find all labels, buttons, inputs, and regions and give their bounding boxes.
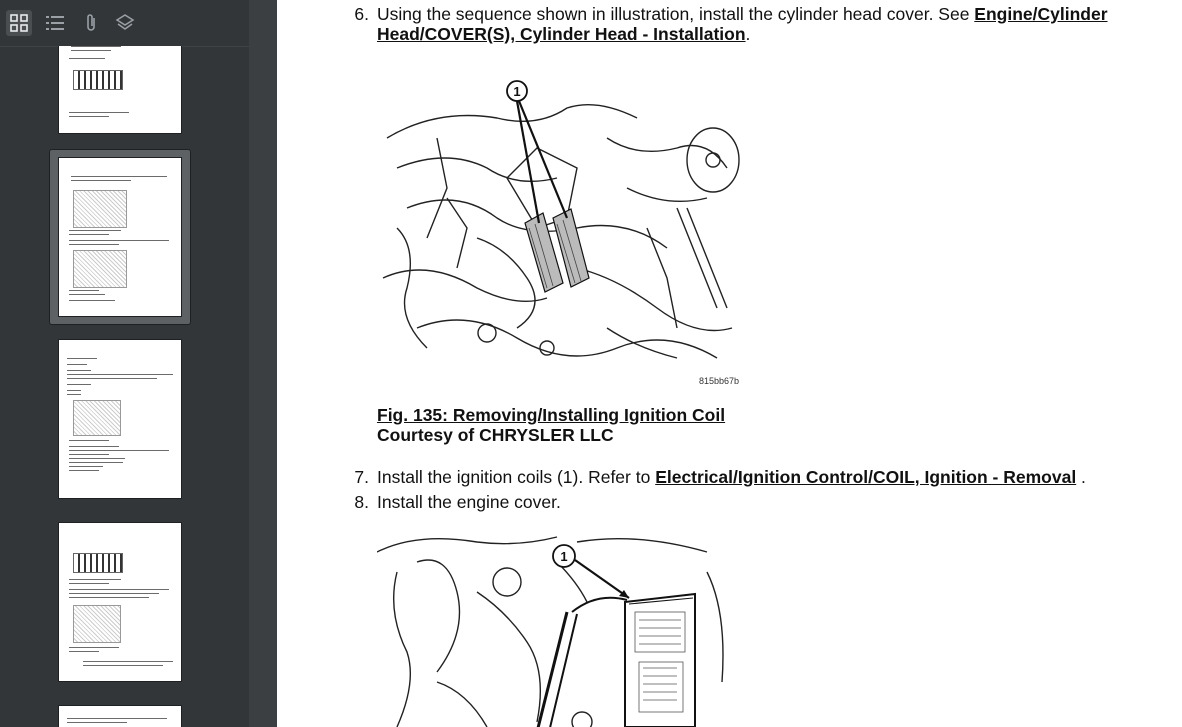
- callout-number: 1: [560, 549, 568, 564]
- figure-code: 815bb67b: [698, 376, 739, 386]
- outline-icon: [45, 14, 65, 32]
- figure-135-courtesy: Courtesy of CHRYSLER LLC: [377, 425, 614, 445]
- link-engine-cylinder[interactable]: Engine/Cylinder: [974, 4, 1108, 24]
- link-ignition-coil-removal[interactable]: Electrical/Ignition Control/COIL, Ignition - Removal: [655, 467, 1077, 487]
- step-6-line-1: [377, 4, 1108, 25]
- engine-cover-figure: [377, 532, 743, 727]
- thumbnails-button[interactable]: [6, 10, 32, 36]
- thumbnail-sidebar: [0, 0, 249, 727]
- page-thumbnail[interactable]: [59, 340, 181, 498]
- step-7-line: [377, 467, 1086, 488]
- page-thumbnail-current[interactable]: [59, 158, 181, 316]
- step-number: 7.: [354, 467, 369, 487]
- scrollbar-gutter[interactable]: [249, 0, 277, 727]
- attachments-button[interactable]: [78, 10, 104, 36]
- thumbnail-list: [0, 46, 249, 727]
- step-6-line-2: [377, 24, 750, 45]
- layers-button[interactable]: [112, 10, 138, 36]
- callout-number: 1: [513, 84, 521, 99]
- thumbnails-icon: [10, 14, 28, 32]
- page-thumbnail[interactable]: [59, 523, 181, 681]
- link-cylinder-head-installation[interactable]: Head/COVER(S), Cylinder Head - Installation: [377, 24, 746, 44]
- step-number: 6.: [354, 4, 369, 24]
- attachments-icon: [83, 13, 99, 33]
- step-7-text: Install the ignition coils (1). Refer to: [377, 467, 656, 487]
- outline-button[interactable]: [42, 10, 68, 36]
- step-6-text: Using the sequence shown in illustration, install the cylinder head cover. See: [377, 4, 975, 24]
- step-8-text: Install the engine cover.: [377, 492, 561, 512]
- step-7-period: .: [1076, 467, 1086, 487]
- sidebar-toolbar: [0, 0, 249, 47]
- step-number: 8.: [354, 492, 369, 512]
- document-page[interactable]: [277, 0, 1182, 727]
- page-thumbnail[interactable]: [59, 706, 181, 727]
- page-thumbnail[interactable]: [59, 46, 181, 133]
- figure-135-title[interactable]: Fig. 135: Removing/Installing Ignition Coil: [377, 405, 726, 425]
- step-6-period: .: [745, 24, 751, 44]
- ignition-coil-figure: [377, 78, 743, 388]
- layers-icon: [115, 13, 135, 33]
